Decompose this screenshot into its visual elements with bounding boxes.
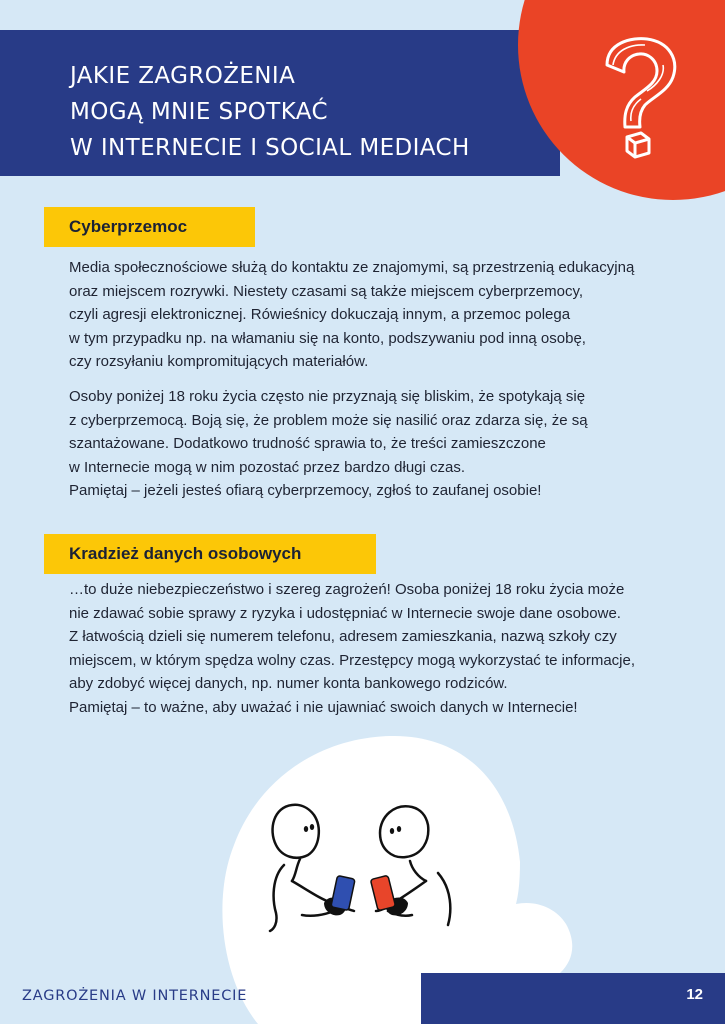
section-heading-data-theft: Kradzież danych osobowych (44, 534, 376, 574)
paragraph-line: w Internecie mogą w nim pozostać przez bardzo długi czas. (69, 458, 466, 476)
paragraph-line: aby zdobyć więcej danych, np. numer konta bankowego rodziców. (69, 675, 508, 692)
paragraph-line: w tym przypadku np. na włamaniu się na konto, podszywaniu pod inną osobę, (69, 329, 586, 347)
paragraph-line: nie zdawać sobie sprawy z ryzyka i udostępniać w Internecie swoje dane osobowe. (69, 604, 621, 622)
red-phone-icon (370, 875, 395, 910)
blue-phone-icon (331, 875, 355, 910)
paragraph-line: Media społecznościowe służą do kontaktu ze znajomymi, są przestrzenią edukacyjną (69, 259, 635, 276)
section-heading-cyberbullying: Cyberprzemoc (44, 207, 255, 247)
title-line: W INTERNECIE I SOCIAL MEDIACH (70, 135, 470, 161)
paragraph-line: Pamiętaj – to ważne, aby uważać i nie ujawniać swoich danych w Internecie! (69, 698, 578, 716)
paragraph-line: Pamiętaj – jeżeli jesteś ofiarą cyberprzemocy, zgłoś to zaufanej osobie! (69, 482, 542, 499)
two-people-with-phones-illustration (262, 795, 472, 935)
paragraph-line: oraz miejscem rozrywki. Niestety czasami są także miejscem cyberprzemocy, (69, 282, 584, 300)
footer-title: ZAGROŻENIA W INTERNECIE (22, 988, 248, 1004)
left-person-head (273, 805, 319, 858)
paragraph-line: …to duże niebezpieczeństwo i szereg zagrożeń! Osoba poniżej 18 roku życia może (69, 581, 625, 598)
paragraph-line: czy rozsyłaniu kompromitujących materiałów. (69, 353, 369, 370)
title-line: JAKIE ZAGROŻENIA (70, 63, 296, 89)
paragraph-line: Z łatwością dzieli się numerem telefonu, adresem zamieszkania, nazwą szkoły czy (69, 628, 617, 645)
paragraph-line: miejscem, w którym spędza wolny czas. Przestępcy mogą wykorzystać te informacje, (69, 651, 636, 669)
paragraph-line: czyli agresji elektronicznej. Rówieśnicy dokuczają innym, a przemoc polega (69, 306, 571, 323)
paragraph-line: z cyberprzemocą. Boją się, że problem może się nasilić oraz zdarza się, że są (69, 411, 588, 429)
paragraph-line: Osoby poniżej 18 roku życia często nie przyznają się bliskim, że spotykają się (69, 388, 586, 405)
page-number: 12 (686, 986, 703, 1003)
footer-band (421, 973, 725, 1024)
title-line: MOGĄ MNIE SPOTKAĆ (70, 99, 328, 125)
paragraph-line: szantażowane. Dodatkowo trudność sprawia to, że treści zamieszczone (69, 435, 546, 452)
right-person-head (380, 806, 428, 857)
